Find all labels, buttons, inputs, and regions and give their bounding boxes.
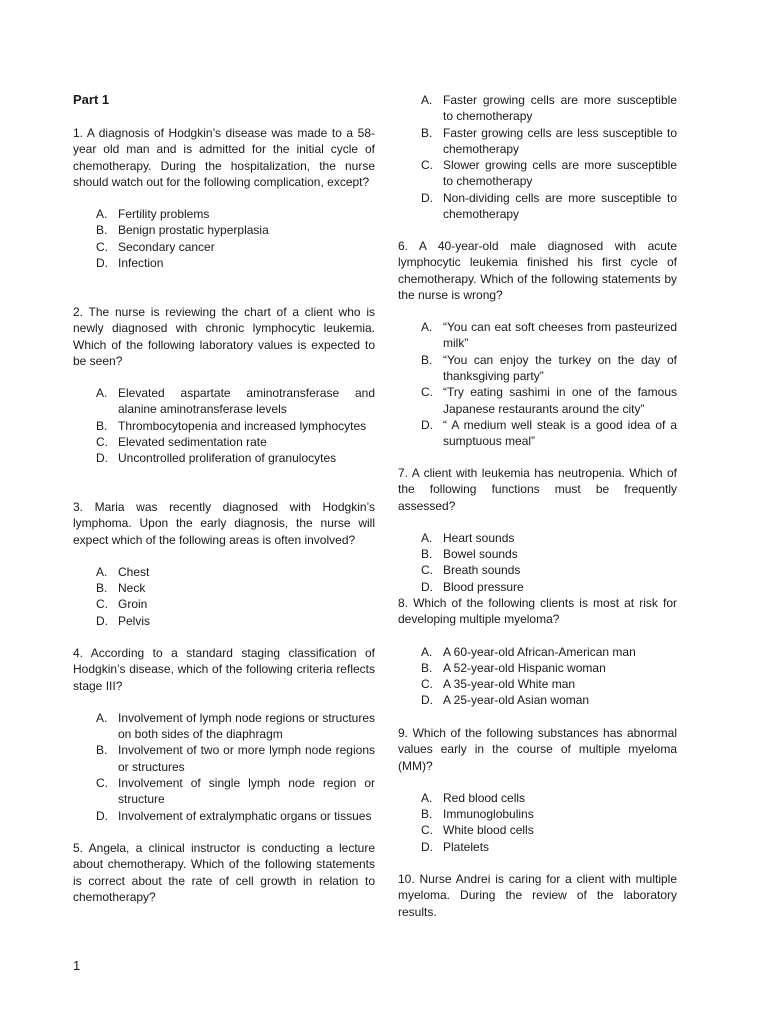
option-text: Involvement of single lymph node region or structure [118,776,375,807]
option-letter: A. [421,93,433,107]
option-letter: B. [96,581,108,596]
option-letter: A. [421,790,433,805]
option-letter: B. [421,352,433,367]
answer-options [73,710,375,824]
answer-option-b[interactable] [73,222,375,238]
answer-option-d[interactable] [73,450,375,466]
answer-option-c[interactable] [73,434,375,450]
option-text: Breath sounds [443,563,521,578]
option-letter: C. [96,239,108,254]
option-text: Groin [118,597,148,612]
answer-option-d[interactable] [398,417,677,450]
question-9 [398,725,677,855]
option-letter: C. [421,677,433,692]
option-letter: B. [96,223,108,238]
option-text: Benign prostatic hyperplasia [118,223,269,238]
answer-option-a[interactable] [73,206,375,222]
option-text: A 25-year-old Asian woman [443,693,590,708]
answer-option-b[interactable] [398,352,677,385]
option-letter: C. [421,385,433,400]
answer-option-c[interactable] [398,562,677,578]
question-6 [398,238,677,450]
answer-option-c[interactable] [73,775,375,808]
question-2 [73,304,375,467]
answer-option-b[interactable] [398,806,677,822]
question-stem: 6. A 40-year-old male diagnosed with acute lymphocytic leukemia finished his first cycle of chemotherapy. Which of the following statements by the nurse is wrong? [398,239,677,302]
option-text: Fertility problems [118,207,210,222]
option-letter: C. [421,563,433,578]
option-letter: C. [96,776,108,791]
answer-option-d[interactable] [73,613,375,629]
option-letter: D. [96,256,108,271]
option-text: Secondary cancer [118,239,215,254]
answer-option-d[interactable] [398,692,677,708]
option-text: Immunoglobulins [443,807,534,822]
option-text: Elevated aspartate aminotransferase and alanine aminotransferase levels [118,386,375,417]
option-letter: D. [96,451,108,466]
option-letter: D. [421,190,433,205]
answer-options [398,92,677,222]
answer-option-d[interactable] [398,190,677,223]
option-text: Red blood cells [443,790,526,805]
answer-option-a[interactable] [73,710,375,743]
answer-option-a[interactable] [398,319,677,352]
option-letter: A. [421,644,433,659]
option-letter: C. [96,597,108,612]
option-text: Non-dividing cells are more susceptible to chemotherapy [443,190,677,222]
option-letter: D. [421,417,433,432]
option-letter: C. [96,435,108,450]
answer-option-d[interactable] [73,808,375,824]
option-text: A 35-year-old White man [443,677,576,692]
answer-options [73,564,375,629]
answer-options [398,530,677,595]
option-letter: A. [421,320,433,335]
answer-option-d[interactable] [398,839,677,855]
option-letter: B. [421,125,433,140]
answer-option-b[interactable] [398,660,677,676]
question-stem: 10. Nurse Andrei is caring for a client with multiple myeloma. During the review of the laboratory results. [398,872,677,919]
option-letter: D. [96,808,108,823]
option-text: A 60-year-old African-American man [443,644,636,659]
option-text: Faster growing cells are less susceptible to chemotherapy [443,125,677,156]
option-text: A 52-year-old Hispanic woman [443,660,606,675]
option-text: Uncontrolled proliferation of granulocytes [118,451,337,466]
option-letter: A. [96,710,108,725]
option-letter: D. [421,693,433,708]
option-letter: B. [421,547,433,562]
page-number: 1 [73,958,81,973]
answer-options [73,385,375,466]
answer-option-c[interactable] [73,239,375,255]
option-text: Heart sounds [443,530,515,545]
question-stem: 5. Angela, a clinical instructor is conducting a lecture about chemotherapy. Which of the following statements is correct about the rate of cell growth in relation to chemotherapy? [73,841,375,904]
option-text: Infection [118,256,164,271]
option-text: Involvement of extralymphatic organs or tissues [118,808,372,823]
answer-options [398,644,677,709]
question-stem: 4. According to a standard staging classification of Hodgkin’s disease, which of the following criteria reflects stage III? [73,646,375,693]
answer-option-b[interactable] [398,125,677,158]
option-letter: C. [421,158,433,173]
question-7 [398,465,677,595]
answer-option-a[interactable] [398,790,677,806]
question-stem: 1. A diagnosis of Hodgkin’s disease was made to a 58- year old man and is admitted for the initial cycle of chemotherapy. During the hospitalization, the nurse should watch out for the following complication, except? [73,126,375,189]
option-letter: A. [96,207,108,222]
option-text: “Try eating sashimi in one of the famous Japanese restaurants around the city” [443,385,677,416]
answer-option-b[interactable] [398,546,677,562]
answer-options [73,206,375,271]
question-4 [73,645,375,824]
option-letter: B. [96,418,108,433]
option-text: Bowel sounds [443,547,518,562]
option-letter: B. [96,743,108,758]
option-letter: C. [421,823,433,838]
option-text: Platelets [443,839,490,854]
part-title: Part 1 [73,92,110,107]
answer-option-c[interactable] [398,822,677,838]
option-letter: A. [96,386,108,401]
option-text: “You can eat soft cheeses from pasteurized milk” [443,320,677,351]
answer-options [398,319,677,449]
question-stem: 9. Which of the following substances has abnormal values early in the course of multiple myeloma (MM)? [398,726,677,773]
answer-option-b[interactable] [73,580,375,596]
option-text: Chest [118,564,150,579]
answer-option-c[interactable] [398,384,677,417]
question-10 [398,871,677,936]
answer-options [398,790,677,855]
answer-option-b[interactable] [73,418,375,434]
option-text: Elevated sedimentation rate [118,435,267,450]
option-text: Faster growing cells are more susceptible to chemotherapy [443,93,677,124]
question-stem: 7. A client with leukemia has neutropenia. Which of the following functions must be frequently assessed? [398,466,677,513]
option-text: Slower growing cells are more susceptible to chemotherapy [443,158,677,189]
option-text: Involvement of lymph node regions or structures on both sides of the diaphragm [118,710,375,742]
option-text: “ A medium well steak is a good idea of a sumptuous meal” [443,417,677,449]
option-text: Involvement of two or more lymph node regions or structures [118,743,375,774]
answer-option-c[interactable] [398,157,677,190]
option-letter: B. [421,660,433,675]
answer-option-a[interactable] [73,564,375,580]
option-text: Thrombocytopenia and increased lymphocytes [118,418,367,433]
option-text: “You can enjoy the turkey on the day of thanksgiving party” [443,352,677,384]
question-3 [73,499,375,629]
option-text: Blood pressure [443,579,524,594]
question-stem: 8. Which of the following clients is most at risk for developing multiple myeloma? [398,596,677,627]
option-letter: A. [96,564,108,579]
option-letter: B. [421,807,433,822]
option-text: Neck [118,581,146,596]
answer-option-d[interactable] [398,579,677,595]
answer-option-d[interactable] [73,255,375,271]
answer-option-c[interactable] [398,676,677,692]
option-letter: A. [421,530,433,545]
question-5-options [398,92,677,222]
question-1 [73,125,375,271]
answer-option-b[interactable] [73,742,375,775]
option-text: Pelvis [118,613,151,628]
answer-option-a[interactable] [398,530,677,546]
question-stem: 3. Maria was recently diagnosed with Hodgkin’s lymphoma. Upon the early diagnosis, the nurse will expect which of the following areas is often involved? [73,500,375,547]
answer-option-a[interactable] [398,92,677,125]
answer-option-c[interactable] [73,596,375,612]
question-5 [73,840,375,921]
option-letter: D. [421,579,433,594]
answer-option-a[interactable] [398,644,677,660]
answer-option-a[interactable] [73,385,375,418]
question-stem: 2. The nurse is reviewing the chart of a client who is newly diagnosed with chronic lymphocytic leukemia. Which of the following laboratory values is expected to be seen? [73,305,375,368]
option-text: White blood cells [443,823,534,838]
question-8 [398,595,677,709]
option-letter: D. [96,613,108,628]
option-letter: D. [421,839,433,854]
